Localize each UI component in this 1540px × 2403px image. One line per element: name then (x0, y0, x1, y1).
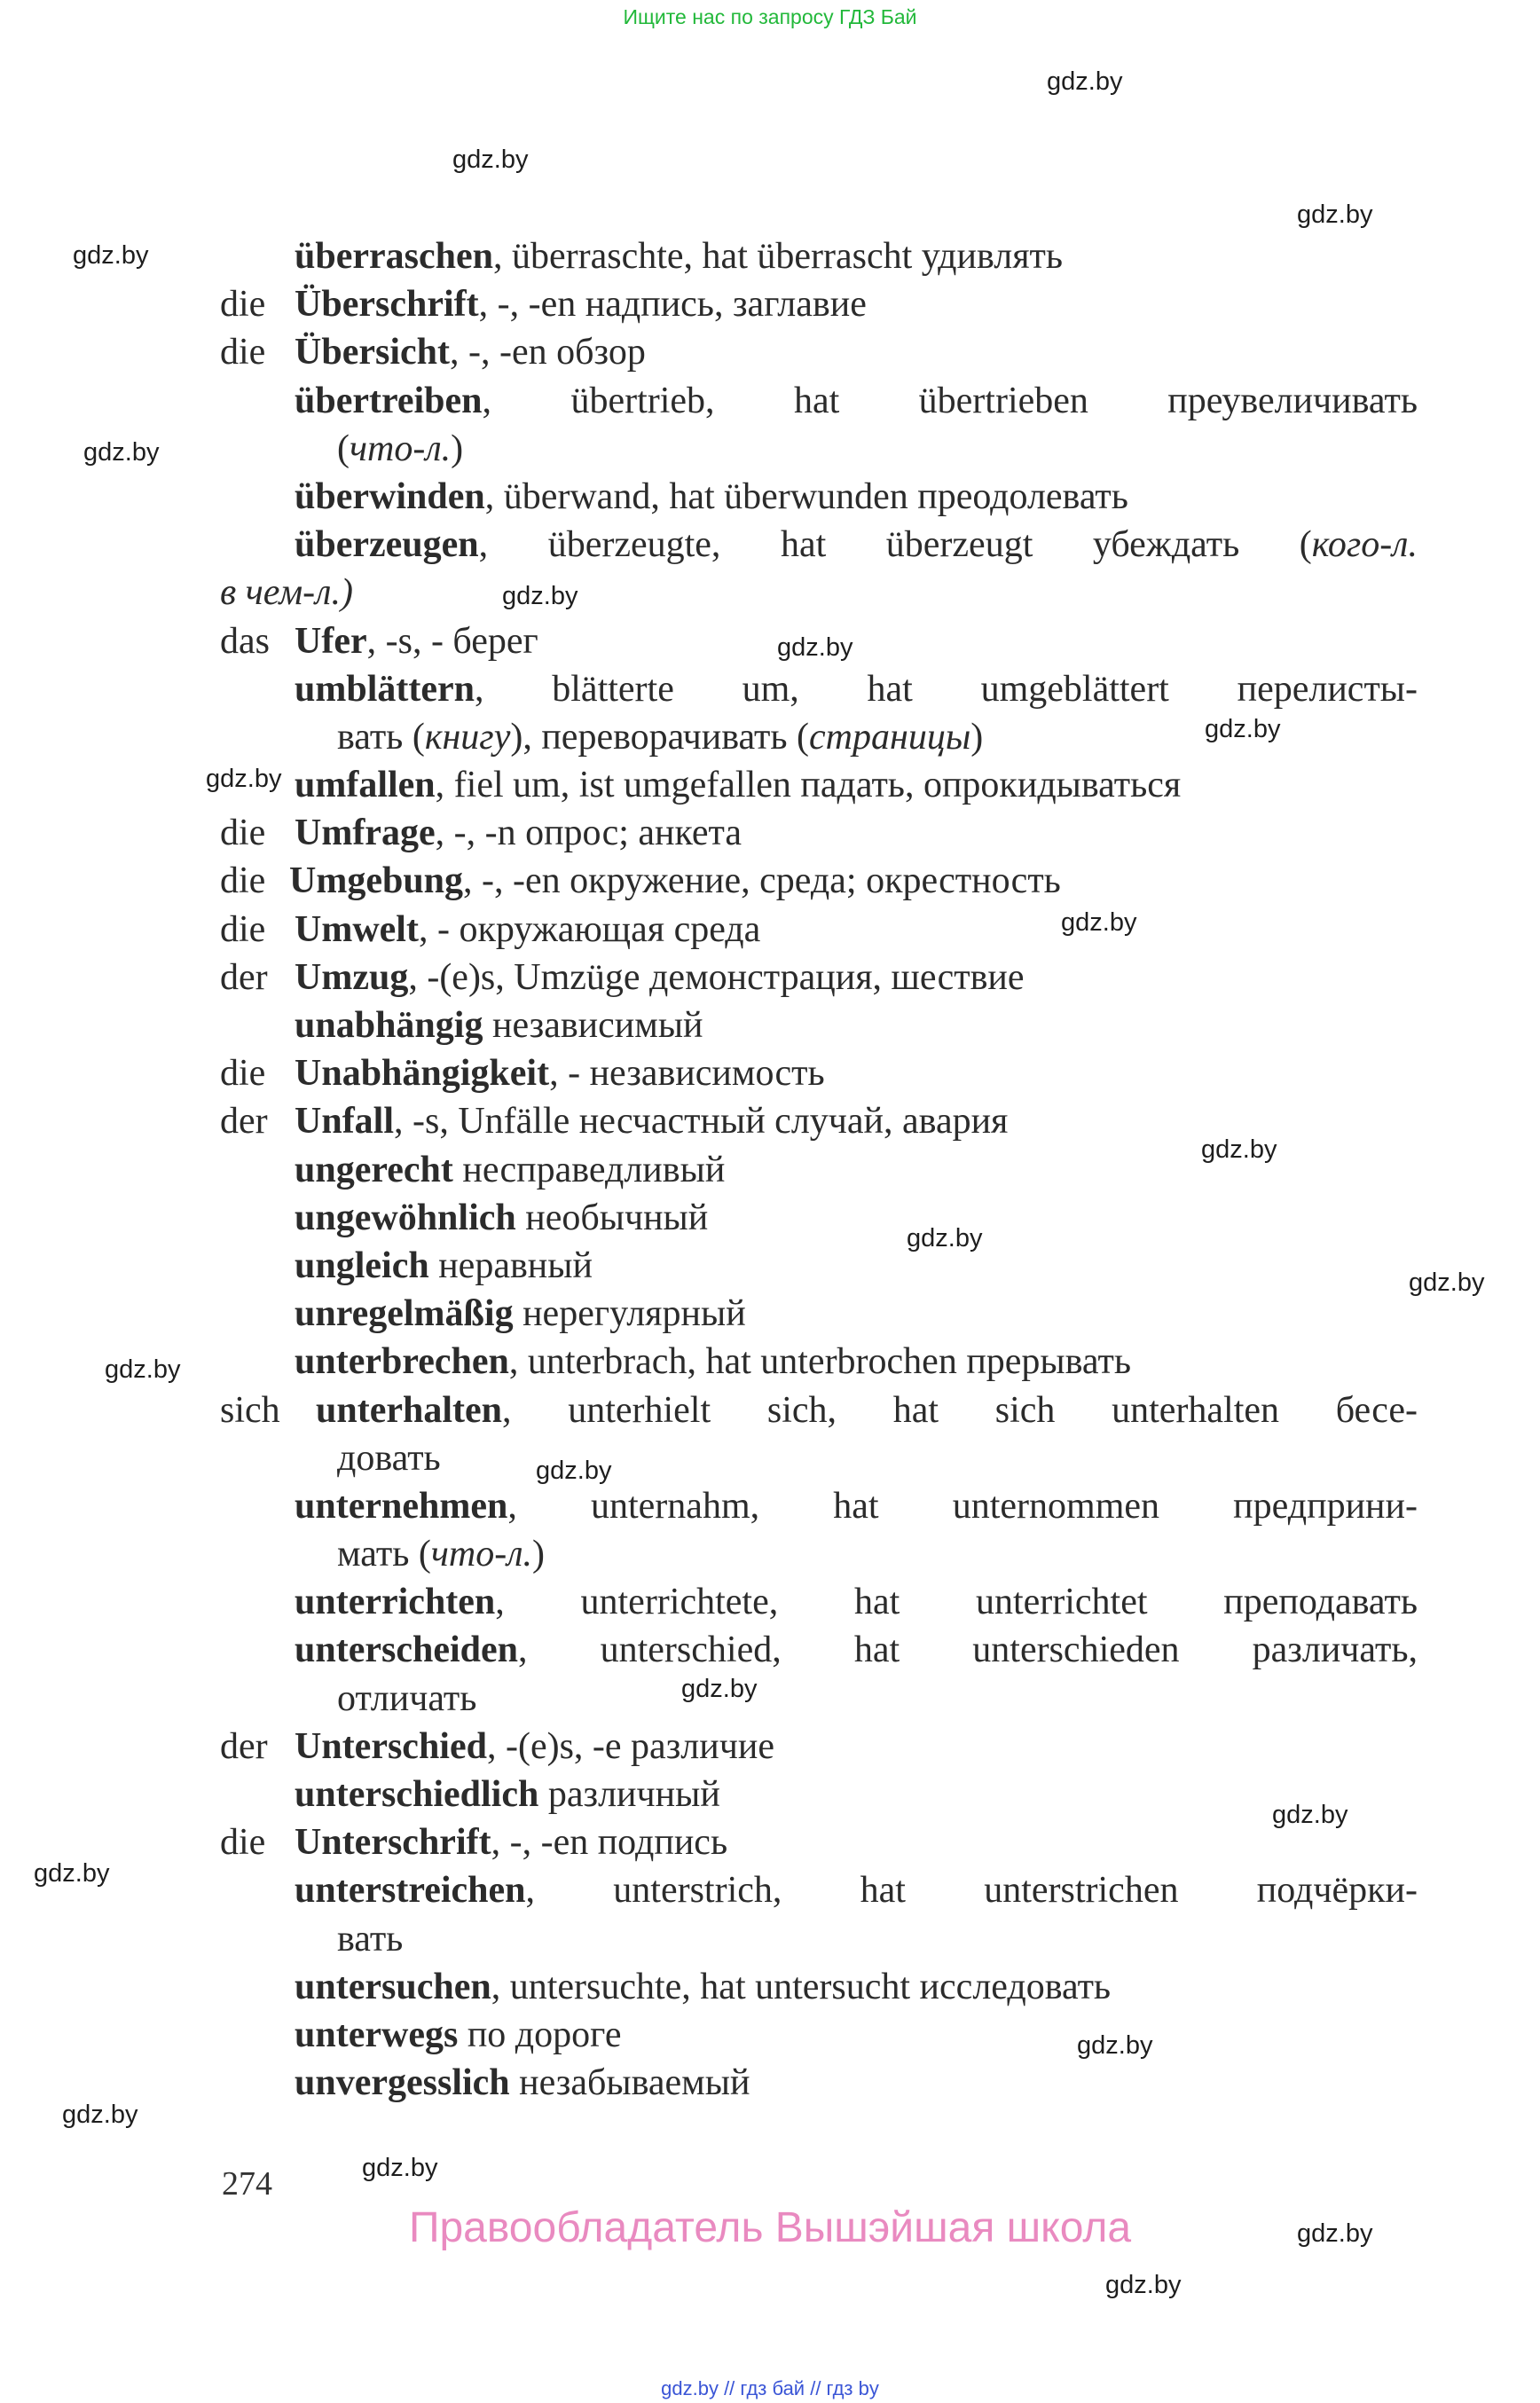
entry-continuation: мать (что-л.) (337, 1534, 546, 1575)
watermark: gdz.by (1272, 1801, 1348, 1829)
headword: Umzug (295, 956, 409, 998)
entry-line: der Unterschied, -(e)s, -e различие (220, 1725, 774, 1767)
headword: Übersicht (295, 332, 450, 373)
watermark: gdz.by (502, 582, 578, 610)
watermark: gdz.by (34, 1859, 110, 1888)
watermark: gdz.by (777, 633, 853, 662)
headword: unterscheiden (295, 1629, 518, 1671)
entry-continuation: в чем-л.) (220, 572, 353, 614)
headword: Unterschied (295, 1725, 487, 1767)
watermark: gdz.by (536, 1457, 612, 1485)
headword: Unabhängigkeit (295, 1053, 550, 1095)
entry-continuation: (что-л.) (337, 428, 464, 469)
entry-line: untersuchen, untersuchte, hat untersucht исследовать (295, 1966, 1112, 2007)
watermark: gdz.by (907, 1224, 983, 1253)
headword: unabhängig (295, 1005, 483, 1046)
headword: unterschiedlich (295, 1774, 539, 1815)
headword: untersuchen (295, 1966, 491, 2007)
entry-line: unterbrechen, unterbrach, hat unterbrochen прерывать (295, 1341, 1131, 1383)
watermark: gdz.by (362, 2154, 438, 2182)
watermark: gdz.by (1077, 2031, 1153, 2060)
entry-continuation: вать (книгу), переворачивать (страницы) (337, 716, 984, 758)
watermark: gdz.by (1061, 908, 1137, 937)
entry-line: die Unterschrift, -, -en подпись (220, 1822, 728, 1864)
entry-line: überwinden, überwand, hat überwunden преодолевать (295, 475, 1128, 517)
watermark: gdz.by (105, 1355, 181, 1384)
headword: unterhalten (316, 1389, 502, 1431)
entry-line: überzeugen, überzeugte, hat überzeugt убеждать (кого-л. (295, 524, 1418, 566)
headword: Umwelt (295, 908, 419, 950)
entry-line: unregelmäßig нерегулярный (295, 1293, 746, 1335)
headword: unterwegs (295, 2014, 459, 2055)
watermark: gdz.by (1047, 67, 1123, 96)
entry-line: überraschen, überraschte, hat überrascht удивлять (295, 236, 1064, 277)
watermark: gdz.by (1205, 715, 1281, 743)
headword: unterstreichen (295, 1870, 526, 1912)
entry-line: umblättern, blätterte um, hat umgeblättert перелисты- (295, 668, 1418, 710)
watermark: gdz.by (1297, 200, 1373, 229)
entry-line: unterrichten, unterrichtete, hat unterrichtet преподавать (295, 1582, 1418, 1623)
watermark: gdz.by (1297, 2219, 1373, 2248)
headword: Ufer (295, 620, 367, 662)
page-number: 274 (222, 2165, 272, 2203)
entry-line: die Umwelt, - окружающая среда (220, 908, 761, 950)
entry-line: ungewöhnlich необычный (295, 1197, 709, 1238)
entry-continuation: вать (337, 1918, 404, 1959)
entry-line: unternehmen, unternahm, hat unternommen предприни- (295, 1485, 1418, 1527)
headword: unternehmen (295, 1485, 508, 1527)
entry-line: die Überschrift, -, -en надпись, заглавие (220, 284, 867, 326)
top-search-link[interactable]: Ищите нас по запросу ГДЗ Бай (623, 5, 917, 28)
entry-line: der Umzug, -(e)s, Umzüge демонстрация, шествие (220, 956, 1025, 998)
entry-line: unterschiedlich различный (295, 1774, 720, 1815)
headword: überwinden (295, 475, 485, 517)
headword: Umgebung (289, 860, 464, 902)
watermark: gdz.by (83, 438, 160, 467)
entry-line: unvergesslich незабываемый (295, 2062, 750, 2104)
headword: unvergesslich (295, 2062, 510, 2104)
rights-holder-notice: Правообладатель Вышэйшая школа (408, 2204, 1132, 2251)
entry-line: die Unabhängigkeit, - независимость (220, 1053, 825, 1095)
headword: übertreiben (295, 380, 483, 421)
headword: ungerecht (295, 1149, 453, 1190)
headword: Überschrift (295, 284, 479, 326)
entry-line: die Übersicht, -, -en обзор (220, 332, 646, 373)
headword: Umfrage (295, 813, 436, 854)
entry-line: übertreiben, übertrieb, hat übertrieben преувеличивать (295, 380, 1418, 421)
watermark: gdz.by (1409, 1268, 1485, 1297)
watermark: gdz.by (681, 1675, 758, 1703)
entry-line: unabhängig независимый (295, 1005, 703, 1046)
entry-line: unterscheiden, unterschied, hat unterschieden различать, (295, 1629, 1418, 1671)
entry-line: unterstreichen, unterstrich, hat unterstrichen подчёрки- (295, 1870, 1418, 1912)
headword: umblättern (295, 668, 475, 710)
entry-line: umfallen, fiel um, ist umgefallen падать, опрокидываться (295, 765, 1182, 806)
headword: ungewöhnlich (295, 1197, 516, 1238)
headword: ungleich (295, 1245, 429, 1286)
entry-continuation: довать (337, 1437, 441, 1479)
entry-continuation: отличать (337, 1677, 477, 1719)
watermark: gdz.by (1201, 1135, 1277, 1164)
entry-line: die Umgebung, -, -en окружение, среда; окрестность (220, 860, 1061, 902)
watermark: gdz.by (62, 2101, 138, 2129)
entry-line: sich unterhalten, unterhielt sich, hat sich unterhalten бесе- (220, 1389, 1418, 1431)
headword: überraschen (295, 236, 493, 277)
dictionary-entries (220, 232, 1418, 2107)
entry-line: der Unfall, -s, Unfälle несчастный случай, авария (220, 1101, 1009, 1143)
entry-line: ungerecht несправедливый (295, 1149, 726, 1190)
watermark: gdz.by (206, 765, 282, 793)
headword: unterrichten (295, 1582, 496, 1623)
entry-line: ungleich неравный (295, 1245, 593, 1286)
footer-links[interactable]: gdz.by // гдз бай // гдз by (661, 2377, 879, 2399)
headword: umfallen (295, 765, 436, 806)
watermark: gdz.by (1105, 2271, 1182, 2299)
entry-line: unterwegs по дороге (295, 2014, 622, 2055)
headword: Unterschrift (295, 1822, 491, 1864)
entry-line: die Umfrage, -, -n опрос; анкета (220, 813, 742, 854)
headword: überzeugen (295, 524, 479, 566)
entry-line: das Ufer, -s, - берег (220, 620, 538, 662)
watermark: gdz.by (73, 241, 149, 270)
headword: unregelmäßig (295, 1293, 514, 1335)
headword: Unfall (295, 1101, 395, 1143)
watermark: gdz.by (452, 145, 529, 174)
headword: unterbrechen (295, 1341, 509, 1383)
